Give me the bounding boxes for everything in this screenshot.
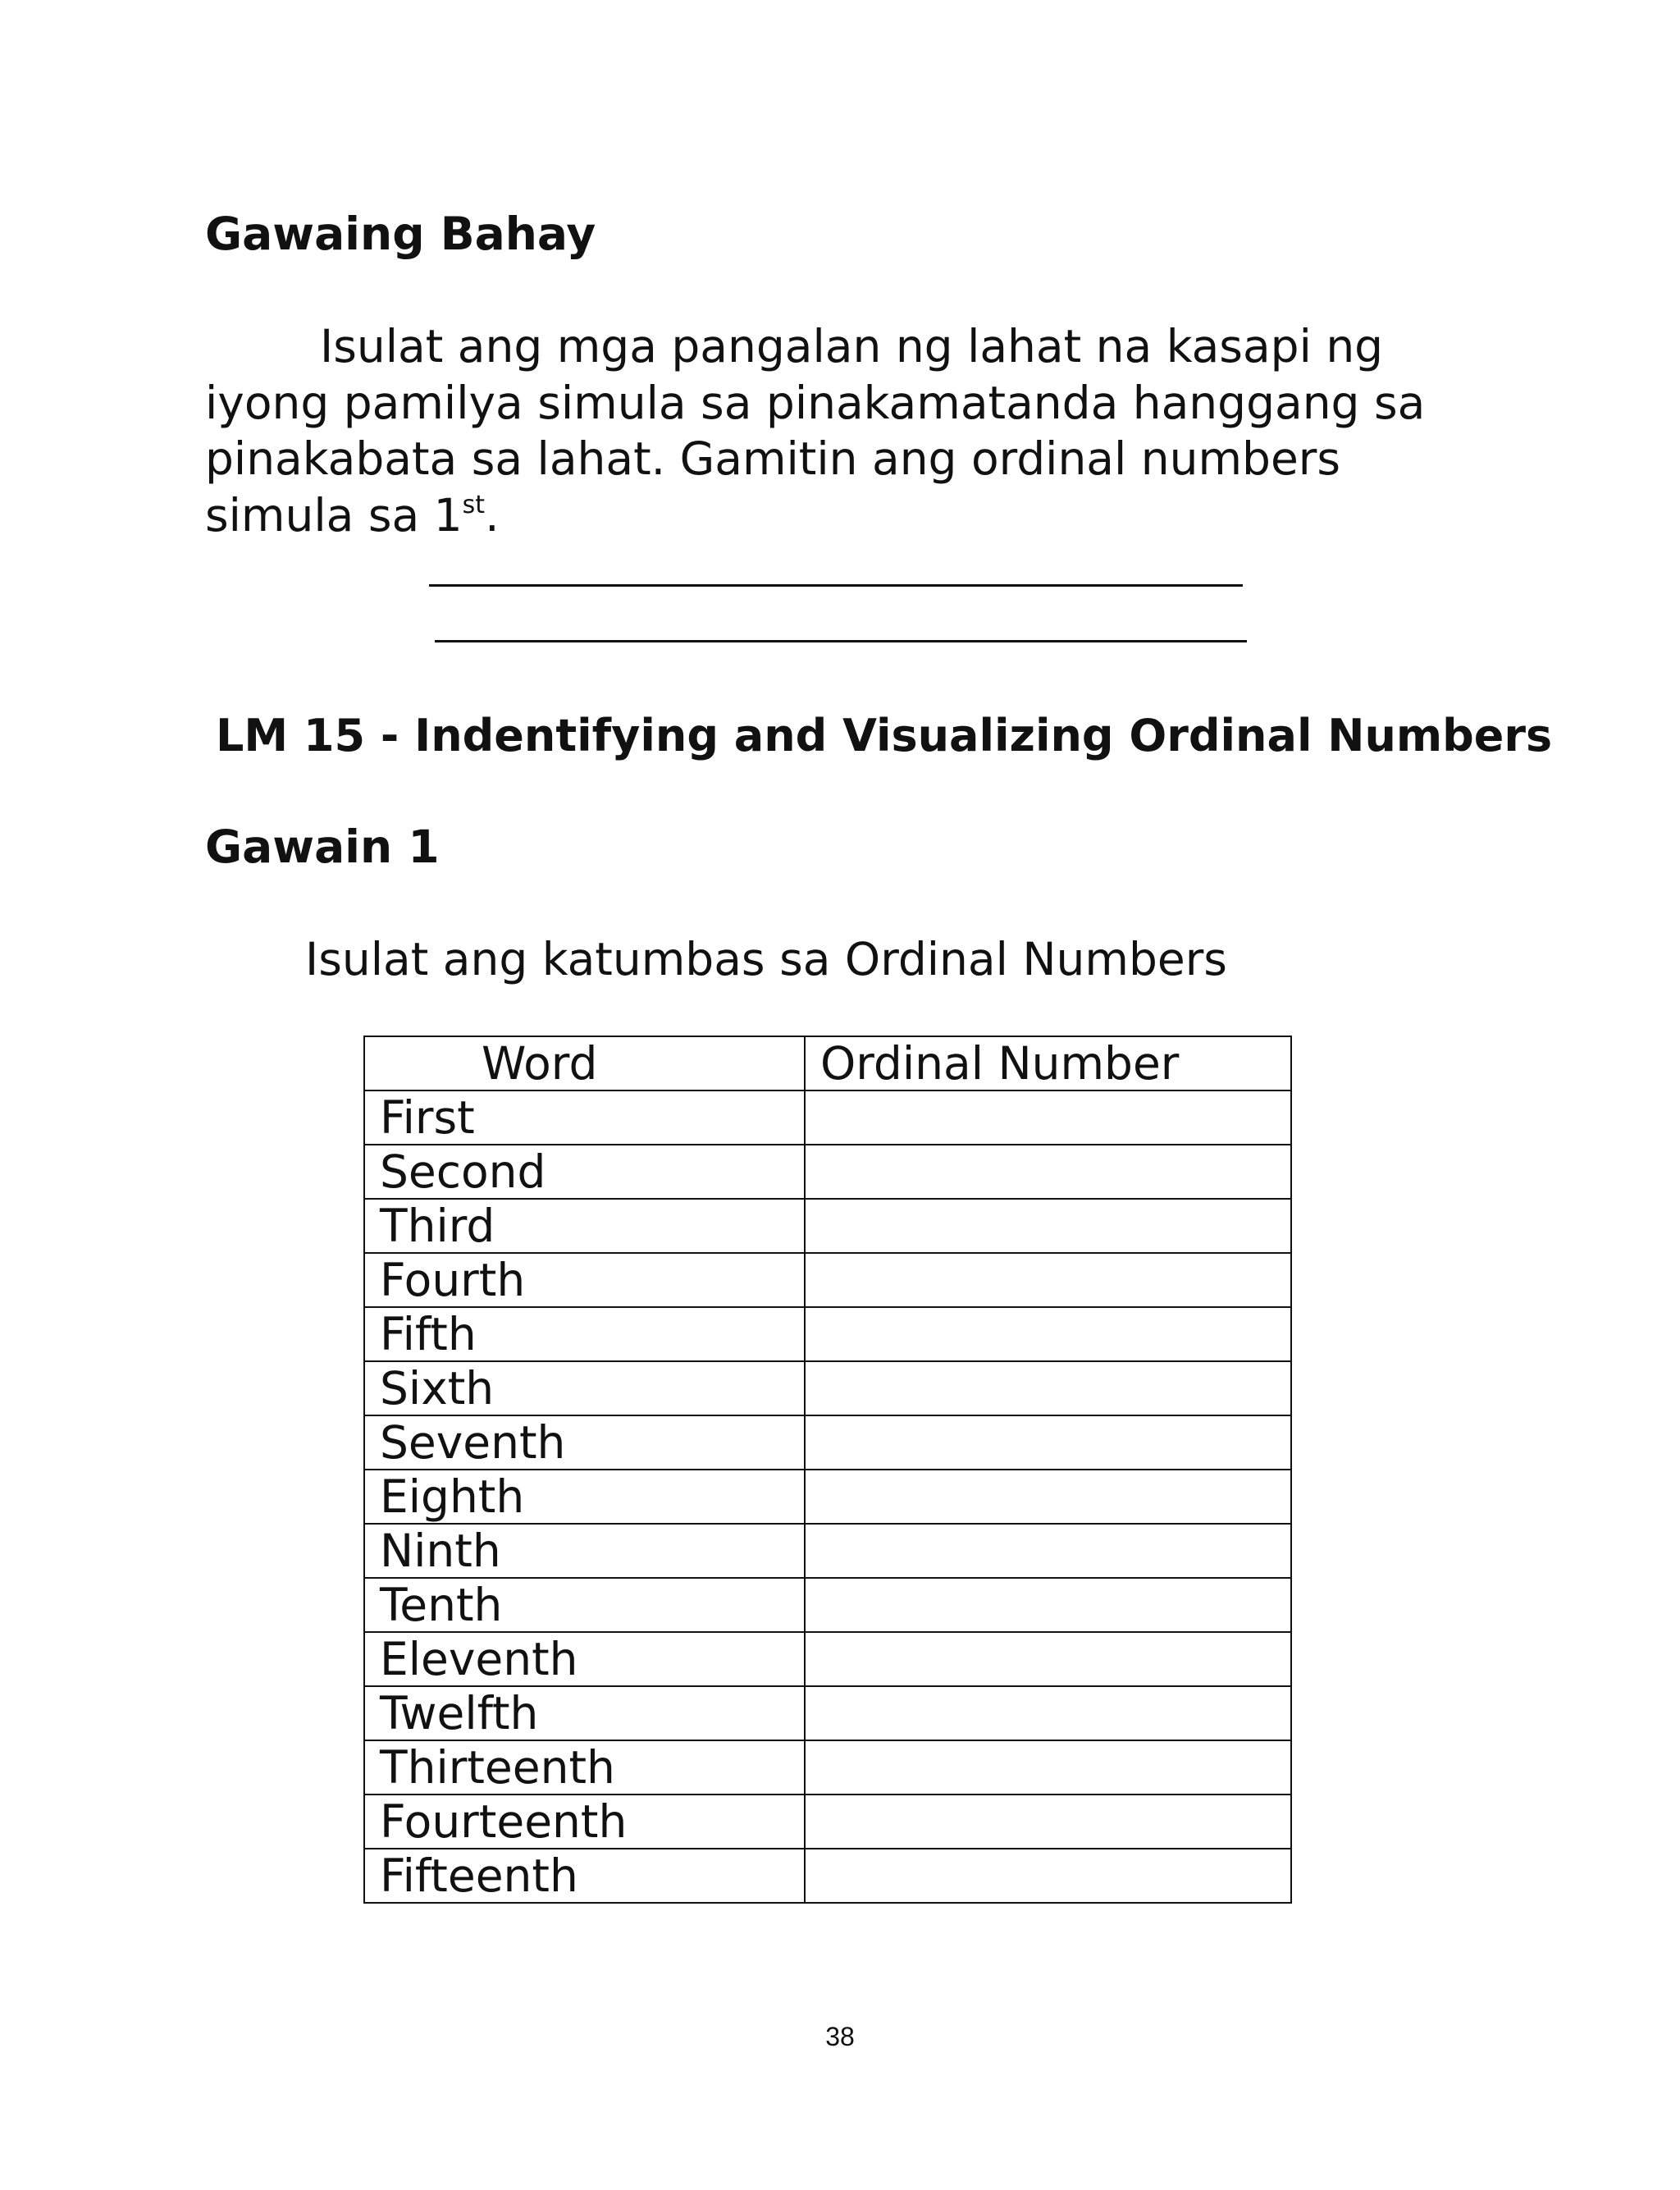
table-row bbox=[364, 1145, 1291, 1199]
table-row bbox=[364, 1578, 1291, 1632]
ordinal-numbers-table bbox=[363, 1036, 1292, 1904]
table-row bbox=[364, 1090, 1291, 1145]
ordinal-answer-cell[interactable] bbox=[805, 1145, 1291, 1199]
homework-paragraph-text: Isulat ang mga pangalan ng lahat na kasapi ng iyong pamilya simula sa pinakamatanda hanggang sa pinakabata sa lahat. Gamitin ang ordinal numbers simula sa 1 bbox=[205, 320, 1426, 542]
word-cell: Eighth bbox=[364, 1470, 805, 1524]
ordinal-answer-cell[interactable] bbox=[805, 1470, 1291, 1524]
ordinal-answer-cell[interactable] bbox=[805, 1524, 1291, 1578]
lesson-title: LM 15 - Indentifying and Visualizing Ordinal Numbers bbox=[216, 710, 1553, 761]
ordinal-answer-cell[interactable] bbox=[805, 1578, 1291, 1632]
word-cell: Fourteenth bbox=[364, 1795, 805, 1849]
ordinal-column-header: Ordinal Number bbox=[805, 1036, 1291, 1090]
table-row bbox=[364, 1199, 1291, 1253]
word-cell: Second bbox=[364, 1145, 805, 1199]
activity-instruction: Isulat ang katumbas sa Ordinal Numbers bbox=[305, 933, 1227, 985]
table-header-row bbox=[364, 1036, 1291, 1090]
table-row bbox=[364, 1686, 1291, 1740]
word-cell: First bbox=[364, 1090, 805, 1145]
homework-title: Gawaing Bahay bbox=[205, 208, 596, 260]
ordinal-answer-cell[interactable] bbox=[805, 1686, 1291, 1740]
ordinal-answer-cell[interactable] bbox=[805, 1361, 1291, 1415]
word-cell: Third bbox=[364, 1199, 805, 1253]
word-cell: Twelfth bbox=[364, 1686, 805, 1740]
table-row bbox=[364, 1415, 1291, 1470]
table-row bbox=[364, 1632, 1291, 1686]
ordinal-answer-cell[interactable] bbox=[805, 1253, 1291, 1307]
word-cell: Fifth bbox=[364, 1307, 805, 1361]
ordinal-answer-cell[interactable] bbox=[805, 1632, 1291, 1686]
page-number: 38 bbox=[825, 2022, 855, 2051]
table-row bbox=[364, 1307, 1291, 1361]
table-row bbox=[364, 1361, 1291, 1415]
table-row bbox=[364, 1740, 1291, 1795]
ordinal-answer-cell[interactable] bbox=[805, 1795, 1291, 1849]
table-row bbox=[364, 1470, 1291, 1524]
ordinal-answer-cell[interactable] bbox=[805, 1307, 1291, 1361]
table-body bbox=[364, 1090, 1291, 1903]
table-row bbox=[364, 1253, 1291, 1307]
table-row bbox=[364, 1524, 1291, 1578]
word-cell: Tenth bbox=[364, 1578, 805, 1632]
paragraph-period: . bbox=[485, 488, 500, 542]
ordinal-answer-cell[interactable] bbox=[805, 1415, 1291, 1470]
word-cell: Thirteenth bbox=[364, 1740, 805, 1795]
ordinal-answer-cell[interactable] bbox=[805, 1740, 1291, 1795]
answer-line-2[interactable] bbox=[435, 640, 1247, 642]
activity-title: Gawain 1 bbox=[205, 821, 440, 873]
table-row bbox=[364, 1849, 1291, 1903]
word-cell: Fourth bbox=[364, 1253, 805, 1307]
word-cell: Fifteenth bbox=[364, 1849, 805, 1903]
ordinal-answer-cell[interactable] bbox=[805, 1199, 1291, 1253]
ordinal-superscript: st bbox=[462, 490, 486, 519]
word-cell: Ninth bbox=[364, 1524, 805, 1578]
homework-instructions bbox=[205, 318, 1452, 543]
table-row bbox=[364, 1795, 1291, 1849]
word-cell: Sixth bbox=[364, 1361, 805, 1415]
ordinal-answer-cell[interactable] bbox=[805, 1849, 1291, 1903]
answer-line-1[interactable] bbox=[429, 584, 1243, 587]
word-column-header: Word bbox=[364, 1036, 805, 1090]
ordinal-answer-cell[interactable] bbox=[805, 1090, 1291, 1145]
word-cell: Eleventh bbox=[364, 1632, 805, 1686]
word-cell: Seventh bbox=[364, 1415, 805, 1470]
